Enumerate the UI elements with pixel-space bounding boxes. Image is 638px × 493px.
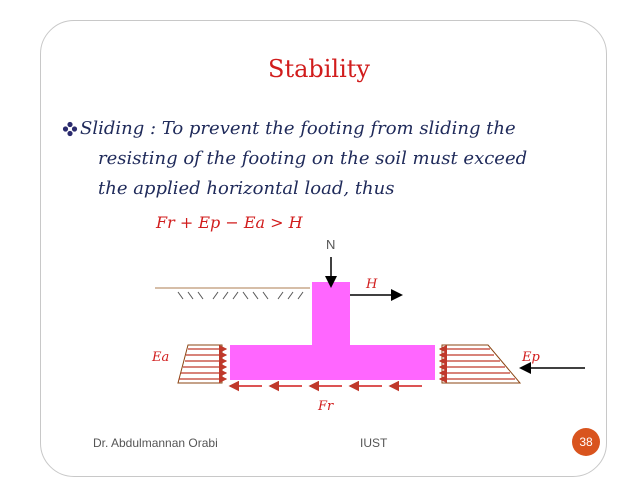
footing [230, 282, 435, 380]
bullet-text-line-3: the applied horizontal load, thus [98, 178, 395, 199]
horizontal-load-label: H [366, 277, 378, 292]
sliding-equation: Fr + Ep − Ea > H [156, 213, 303, 232]
page-number-badge: 38 [572, 428, 600, 456]
passive-pressure-diagram [440, 345, 585, 383]
bullet-text-line-2: resisting of the footing on the soil must exceed [98, 148, 528, 169]
friction-label: Fr [318, 399, 334, 414]
ground-surface [155, 288, 310, 299]
passive-pressure-label: Ep [522, 350, 540, 365]
footer-institution: IUST [360, 436, 388, 450]
footer-author: Dr. Abdulmannan Orabi [93, 436, 218, 450]
normal-load-label: N [326, 237, 336, 252]
active-pressure-diagram [178, 345, 226, 383]
active-pressure-label: Ea [152, 350, 170, 365]
slide-title: Stability [268, 55, 370, 83]
bullet-text-line-1: Sliding : To prevent the footing from sliding the [80, 118, 516, 139]
